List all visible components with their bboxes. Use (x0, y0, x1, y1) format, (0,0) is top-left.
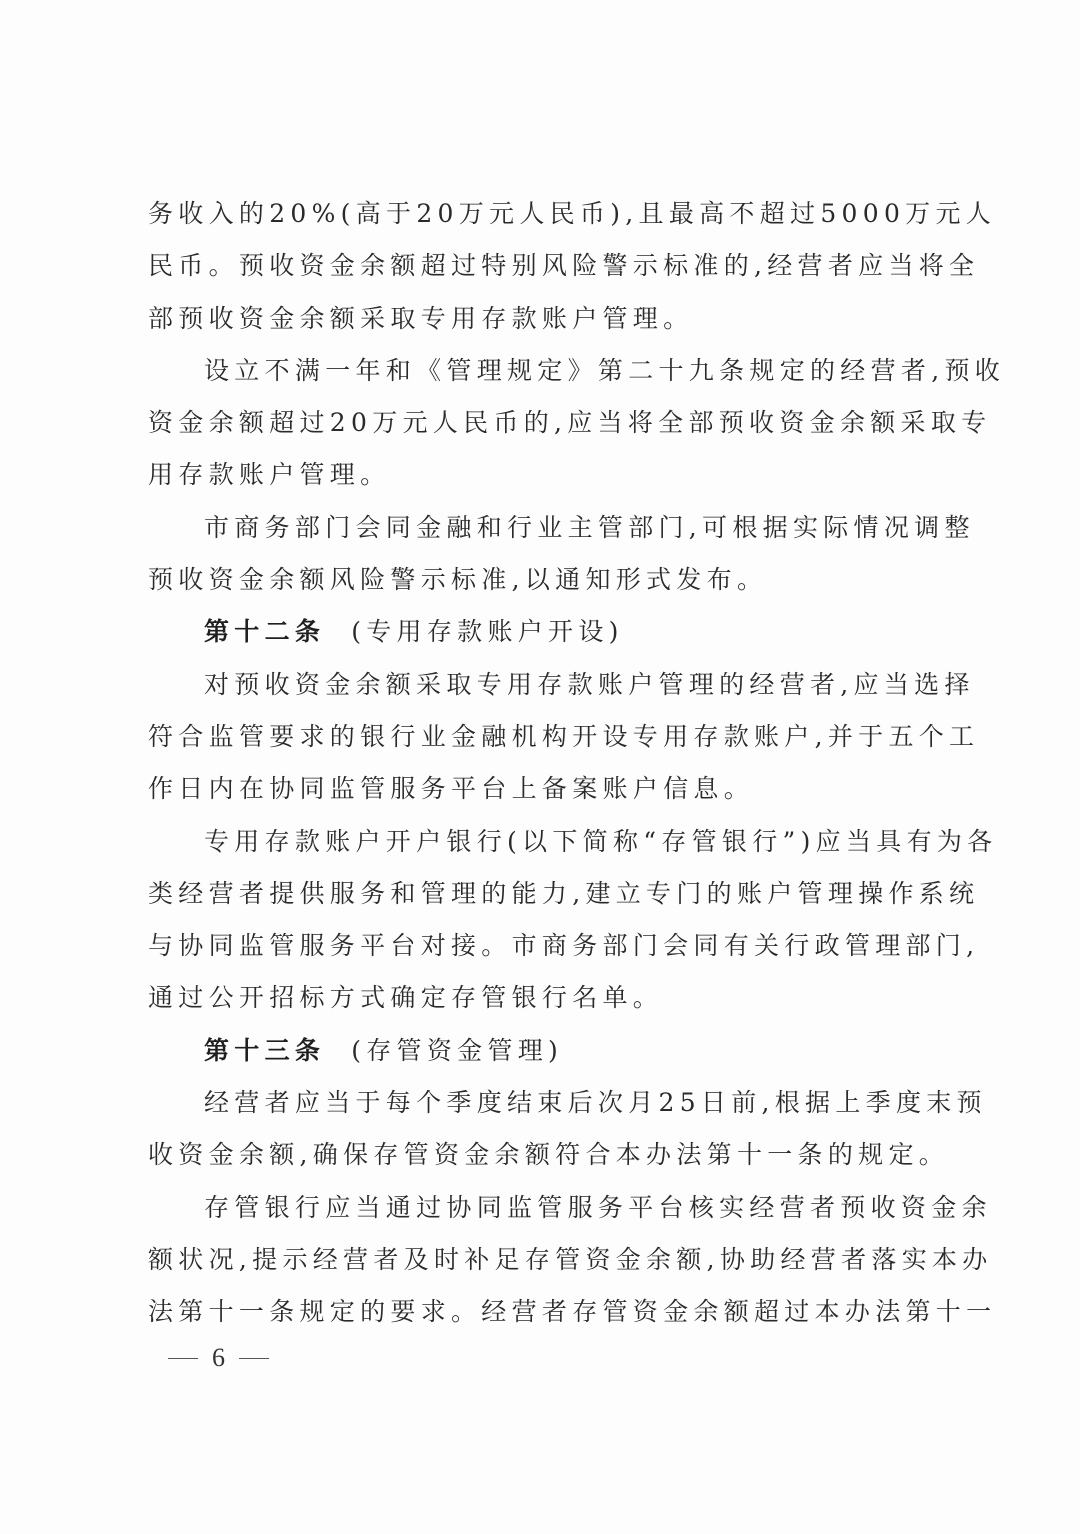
body-line: 对预收资金余额采取专用存款账户管理的经营者,应当选择 (204, 669, 975, 699)
article-heading-12 (148, 606, 918, 658)
body-line: 额状况,提示经营者及时补足存管资金余额,协助经营者落实本办 (148, 1244, 993, 1274)
body-line: 收资金余额,确保存管资金余额符合本办法第十一条的规定。 (148, 1140, 950, 1170)
body-line: 法第十一条规定的要求。经营者存管资金余额超过本办法第十一 (148, 1297, 997, 1327)
page-number (168, 1338, 278, 1378)
body-line: 类经营者提供服务和管理的能力,建立专门的账户管理操作系统 (148, 878, 980, 908)
article-number-label: 第十二条 (204, 617, 326, 647)
page-number-value: 6 (212, 1343, 225, 1372)
article-number-label: 第十三条 (204, 1035, 326, 1065)
body-line: 经营者应当于每个季度结束后次月25日前,根据上季度末预 (204, 1088, 987, 1118)
body-line: 民币。预收资金余额超过特别风险警示标准的,经营者应当将全 (148, 251, 980, 281)
body-line: 市商务部门会同金融和行业主管部门,可根据实际情况调整 (204, 512, 975, 542)
body-line: 设立不满一年和《管理规定》第二十九条规定的经营者,预收 (204, 355, 1006, 385)
document-body (148, 188, 1006, 1339)
body-line: 存管银行应当通过协同监管服务平台核实经营者预收资金余 (204, 1192, 992, 1222)
body-line: 部预收资金余额采取专用存款账户管理。 (148, 303, 694, 333)
article-title: (专用存款账户开设) (351, 617, 624, 647)
body-line: 通过公开招标方式确定存管银行名单。 (148, 983, 664, 1013)
body-line: 务收入的20%(高于20万元人民币),且最高不超过5000万元人 (148, 199, 997, 228)
dash-right (239, 1358, 269, 1359)
body-line: 用存款账户管理。 (148, 460, 391, 490)
body-line: 符合监管要求的银行业金融机构开设专用存款账户,并于五个工 (148, 721, 980, 751)
body-line: 与协同监管服务平台对接。市商务部门会同有关行政管理部门, (148, 931, 980, 961)
dash-left (168, 1358, 198, 1359)
body-line: 资金余额超过20万元人民币的,应当将全部预收资金余额采取专 (148, 408, 992, 438)
body-line: 专用存款账户开户银行(以下简称“存管银行”)应当具有为各 (204, 826, 998, 856)
body-line: 作日内在协同监管服务平台上备案账户信息。 (148, 774, 755, 804)
body-line: 预收资金余额风险警示标准,以通知形式发布。 (148, 565, 768, 595)
article-heading-13 (148, 1025, 918, 1077)
article-title: (存管资金管理) (351, 1035, 564, 1065)
